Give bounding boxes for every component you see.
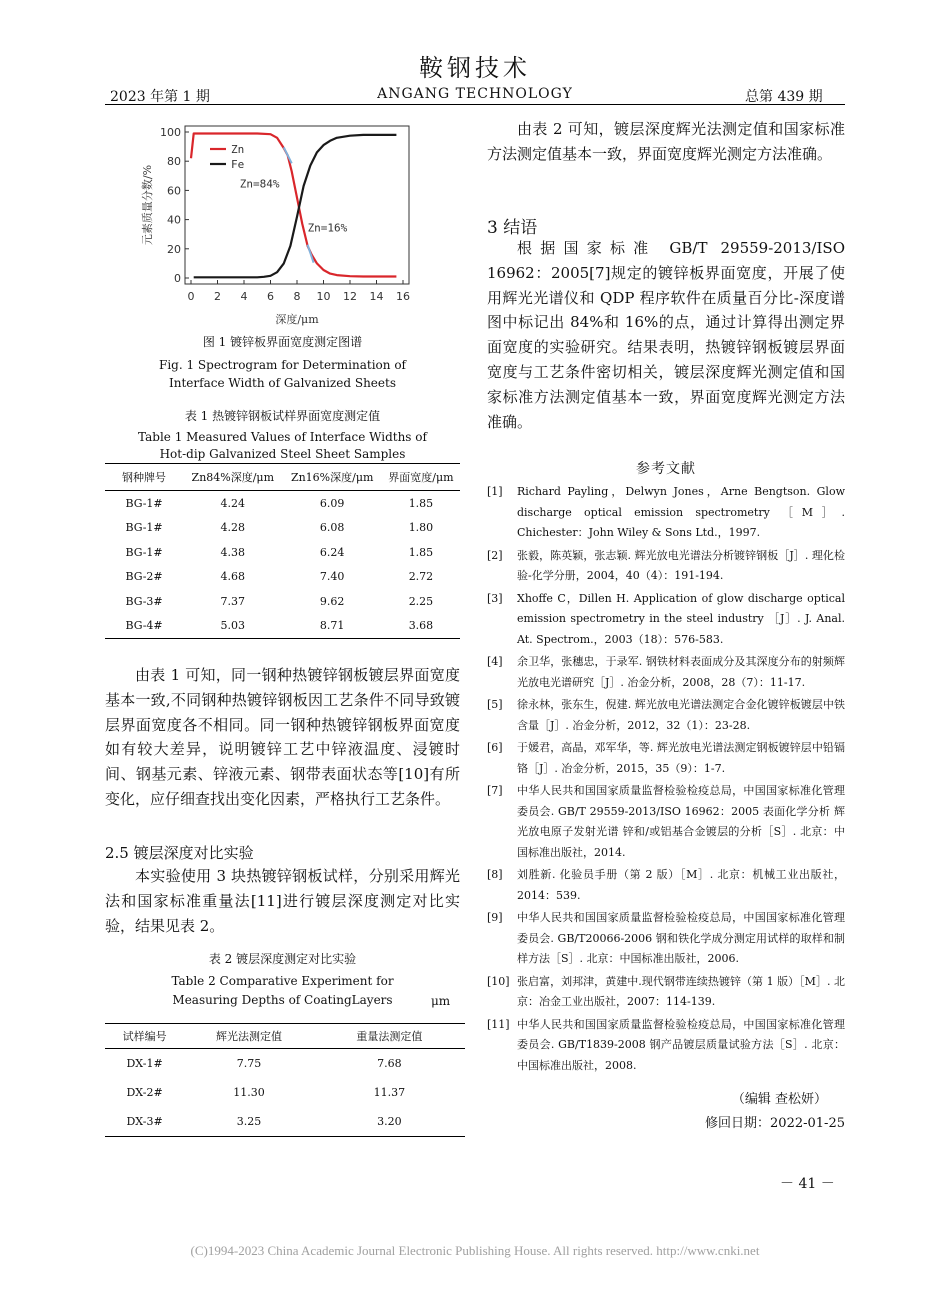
reference-item [487,865,845,906]
reference-text: 中华人民共和国国家质量监督检验检疫总局，中国国家标准化管理委员会. GB/T20066-2006 钢和铁化学成分测定用试样的取样和制样方法［S］. 北京：中国标准出版社，2006. [517,911,845,965]
copyright-footer: (C)1994-2023 China Academic Journal Electronic Publishing House. All rights reserved. http://www.cnki.net [190,1243,760,1258]
y-tick-label: 100 [160,126,181,139]
x-tick-label: 12 [343,290,357,303]
table-row [105,1107,465,1137]
legend-label-zn: Zn [231,143,245,156]
reference-item [487,546,845,587]
figure-1-caption-en-line1: Fig. 1 Spectrogram for Determination of [159,358,406,372]
reference-item [487,589,845,651]
table-cell: 9.62 [319,594,345,608]
table-1-caption-cn: 表 1 热镀锌钢板试样界面宽度测定值 [184,409,381,423]
table-row [105,540,460,565]
x-axis-label: 深度/μm [275,313,319,326]
table-cell: 6.09 [319,496,345,510]
table-1-caption-en-line1: Table 1 Measured Values of Interface Widths of [138,430,427,444]
series-line-zn [191,134,396,277]
reference-item [487,781,845,863]
y-axis-label: 元素质量分数/% [141,164,154,246]
y-tick-label: 0 [174,272,181,285]
reference-text: 中华人民共和国国家质量监督检验检疫总局，中国国家标准化管理委员会. GB/T1839-2008 钢产品镀层质量试验方法［S］. 北京：中国标准出版社，2008. [517,1017,845,1072]
reference-number: [6] [487,741,503,754]
reference-text: 张毅，陈英颖，张志颖. 辉光放电光谱法分析镀锌钢板［J］. 理化检验-化学分册，2004，40（4）：191-194. [517,548,845,582]
table-cell: BG-1# [125,496,163,510]
table-cell: 2.25 [408,594,434,608]
annotation-label: Zn=84% [239,177,280,191]
table-2-header: 试样编号 [105,1024,184,1049]
table-cell: 7.75 [236,1057,262,1070]
table-cell: 7.40 [319,570,345,584]
table-cell: 1.85 [408,496,434,510]
chart-series [191,134,396,278]
table-2-header: 重量法测定值 [314,1024,465,1049]
reference-list [487,482,845,1078]
table-cell: 3.68 [408,619,434,633]
table-1 [105,463,460,639]
annotation-marker [284,147,292,163]
reference-item [487,738,845,779]
reference-item [487,1015,845,1077]
table-cell: 1.80 [408,521,434,535]
x-tick-label: 8 [293,290,301,303]
reference-number: [11] [487,1017,510,1031]
table-2-header: 辉光法测定值 [184,1024,314,1049]
journal-title-en: ANGANG TECHNOLOGY [377,86,573,102]
reference-number: [9] [487,911,503,924]
reference-number: [2] [487,548,503,562]
table-1-caption-en-line2: Hot-dip Galvanized Steel Sheet Samples [159,447,406,461]
reference-item [487,652,845,693]
x-tick-label: 6 [267,290,274,303]
reference-text: 徐永林，张东生，倪建. 辉光放电光谱法测定合金化镀锌板镀层中铁含量［J］. 冶金分析，2012，32（1）：23-28. [517,698,845,732]
table-cell: 7.37 [220,594,246,608]
table-cell: DX-1# [126,1057,163,1070]
x-tick-label: 14 [369,290,384,303]
table-row [105,491,460,516]
reference-number: [10] [487,974,510,988]
table-2 [105,1023,465,1137]
reference-number: [1] [487,485,503,498]
header-rule [105,104,845,105]
reference-text: 于媛君，高晶，邓军华，等. 辉光放电光谱法测定钢板镀锌层中铅镉铬［J］. 冶金分析，2015，35（9）：1-7. [517,741,845,775]
table-1-header: 钢种牌号 [105,464,183,491]
reference-number: [8] [487,868,503,881]
reference-number: [7] [487,784,503,797]
x-tick-label: 10 [316,290,331,303]
x-tick-label: 16 [396,290,410,303]
y-tick-label: 40 [167,213,181,227]
figure-1-chart [105,112,460,327]
reference-text: Richard Payling，Delwyn Jones，Arne Bengtson. Glow discharge optical emission spectrometry ［M］. Chichester：John Wiley & Sons Ltd.，1997. [517,485,845,539]
table-cell: DX-3# [126,1115,163,1128]
journal-title-cn: 鞍钢技术 [419,54,531,82]
annotation-label: Zn=16% [307,221,348,235]
section-3-heading: 3 结语 [487,218,538,238]
x-tick-label: 4 [240,290,248,303]
chart-axes [140,126,410,326]
total-issue-label: 总第 439 期 [745,89,823,105]
table-cell: 4.24 [220,496,246,510]
x-tick-label: 2 [214,290,221,303]
table-2-header-row [105,1024,465,1049]
table-cell: DX-2# [126,1086,163,1099]
reference-item [487,695,845,736]
reference-item [487,482,845,544]
paragraph-table1-discussion: 由表 1 可知，同一钢种热镀锌钢板镀层界面宽度基本一致,不同钢种热镀锌钢板因工艺条件不同导致镀层界面宽度各不相同。同一钢种热镀锌钢板界面宽度如有较大差异，说明镀锌工艺中锌液温度、浸镀时间、钢基元素、锌液元素、钢带表面状态等[10]有所变化，应仔细查找出变化因素，严格执行工艺条件。 [105,666,460,808]
table-cell: BG-3# [125,594,163,608]
table-cell: 5.03 [220,619,246,633]
table-2-caption-cn: 表 2 镀层深度测定对比实验 [208,952,357,966]
table-row [105,614,460,639]
y-tick-label: 20 [167,242,181,256]
table-row [105,1078,465,1107]
figure-1-caption-cn: 图 1 镀锌板界面宽度测定图谱 [202,335,363,349]
reference-item [487,908,845,970]
table-row [105,589,460,614]
table-cell: 11.37 [373,1086,406,1099]
table-1-header: Zn84%深度/μm [183,464,282,491]
table-cell: BG-4# [125,619,163,633]
editor-note: （编辑 查松妍） [731,1092,827,1107]
section-2-5-heading: 2.5 镀层深度对比实验 [105,844,254,862]
table-2-caption-en-line1: Table 2 Comparative Experiment for [171,974,394,988]
issue-label: 2023 年第 1 期 [110,89,210,105]
reference-text: Xhoffe C，Dillen H. Application of glow discharge optical emission spectrometry in the steel industry ［J］. J. Anal. At. Spectrom.，2003（18）：576-583. [517,591,845,646]
table-cell: 4.68 [220,570,246,584]
reference-item [487,972,845,1013]
y-tick-label: 60 [167,184,181,198]
reference-text: 刘胜新. 化验员手册（第 2 版）［M］. 北京：机械工业出版社，2014：539. [517,868,845,902]
table-cell: 6.08 [319,521,345,535]
chart-legend [210,143,244,171]
table-cell: 8.71 [319,619,345,633]
reference-number: [3] [487,591,503,605]
reference-text: 张启富，刘邦津，黄建中.现代钢带连续热镀锌（第 1 版）［M］. 北京：冶金工业出版社，2007：114-139. [517,974,845,1008]
reference-number: [4] [487,655,503,668]
table-cell: BG-1# [125,545,163,559]
table-cell: 4.28 [220,521,246,535]
figure-1-caption-en-line2: Interface Width of Galvanized Sheets [169,376,396,390]
table-1-header: Zn16%深度/μm [282,464,381,491]
y-tick-label: 80 [167,155,181,169]
table-2-caption-en-line2: Measuring Depths of CoatingLayers [172,993,393,1007]
reference-number: [5] [487,698,503,711]
paragraph-conclusion: 根据国家标准 GB/T 29559-2013/ISO 16962：2005[7]规定的镀锌板界面宽度，开展了使用辉光光谱仪和 QDP 程序软件在质量百分比-深度谱图中标记出 84%和 16%的点，通过计算得出测定界面宽度的实验研究。结果表明，热镀锌钢板镀层界面宽度与工艺条件密切相关，镀层深度辉光测定值和国家标准方法测定值基本一致，界面宽度辉光测定方法准确。 [487,239,845,431]
table-cell: BG-1# [125,521,163,535]
table-cell: 4.38 [220,545,246,559]
reference-text: 中华人民共和国国家质量监督检验检疫总局，中国国家标准化管理委员会. GB/T 29559-2013/ISO 16962：2005 表面化学分析 辉光放电原子发射光谱 锌和/或铝基合金镀层的分析［S］. 北京：中国标准出版社，2014. [517,784,845,859]
legend-label-fe: Fe [231,158,245,171]
table-cell: BG-2# [125,570,163,584]
table-cell: 1.85 [408,545,434,559]
series-line-fe [194,135,397,277]
reference-text: 余卫华，张穗忠，于录军. 钢铁材料表面成分及其深度分布的射频辉光放电光谱研究［J］. 冶金分析，2008，28（7）：11-17. [517,655,845,689]
table-row [105,516,460,541]
table-cell: 3.25 [236,1115,262,1128]
table-row [105,565,460,590]
table-cell: 7.68 [377,1057,402,1070]
table-row [105,1049,465,1079]
table-1-header-row [105,464,460,491]
page-number: － 41 － [780,1176,835,1192]
table-2-unit: μm [431,994,451,1008]
table-cell: 3.20 [377,1115,402,1128]
table-cell: 2.72 [408,570,434,584]
annotation-marker [308,245,314,263]
revision-date: 修回日期：2022-01-25 [705,1116,845,1131]
table-cell: 11.30 [233,1086,265,1099]
references-title: 参考文献 [636,461,696,477]
paragraph-table2-discussion: 由表 2 可知，镀层深度辉光法测定值和国家标准方法测定值基本一致，界面宽度辉光测定方法准确。 [487,120,845,163]
table-cell: 6.24 [319,545,345,559]
table-1-header: 界面宽度/μm [382,464,460,491]
paragraph-depth-experiment: 本实验使用 3 块热镀锌钢板试样，分别采用辉光法和国家标准重量法[11]进行镀层深度测定对比实验，结果见表 2。 [105,867,460,935]
x-tick-label: 0 [187,290,195,303]
